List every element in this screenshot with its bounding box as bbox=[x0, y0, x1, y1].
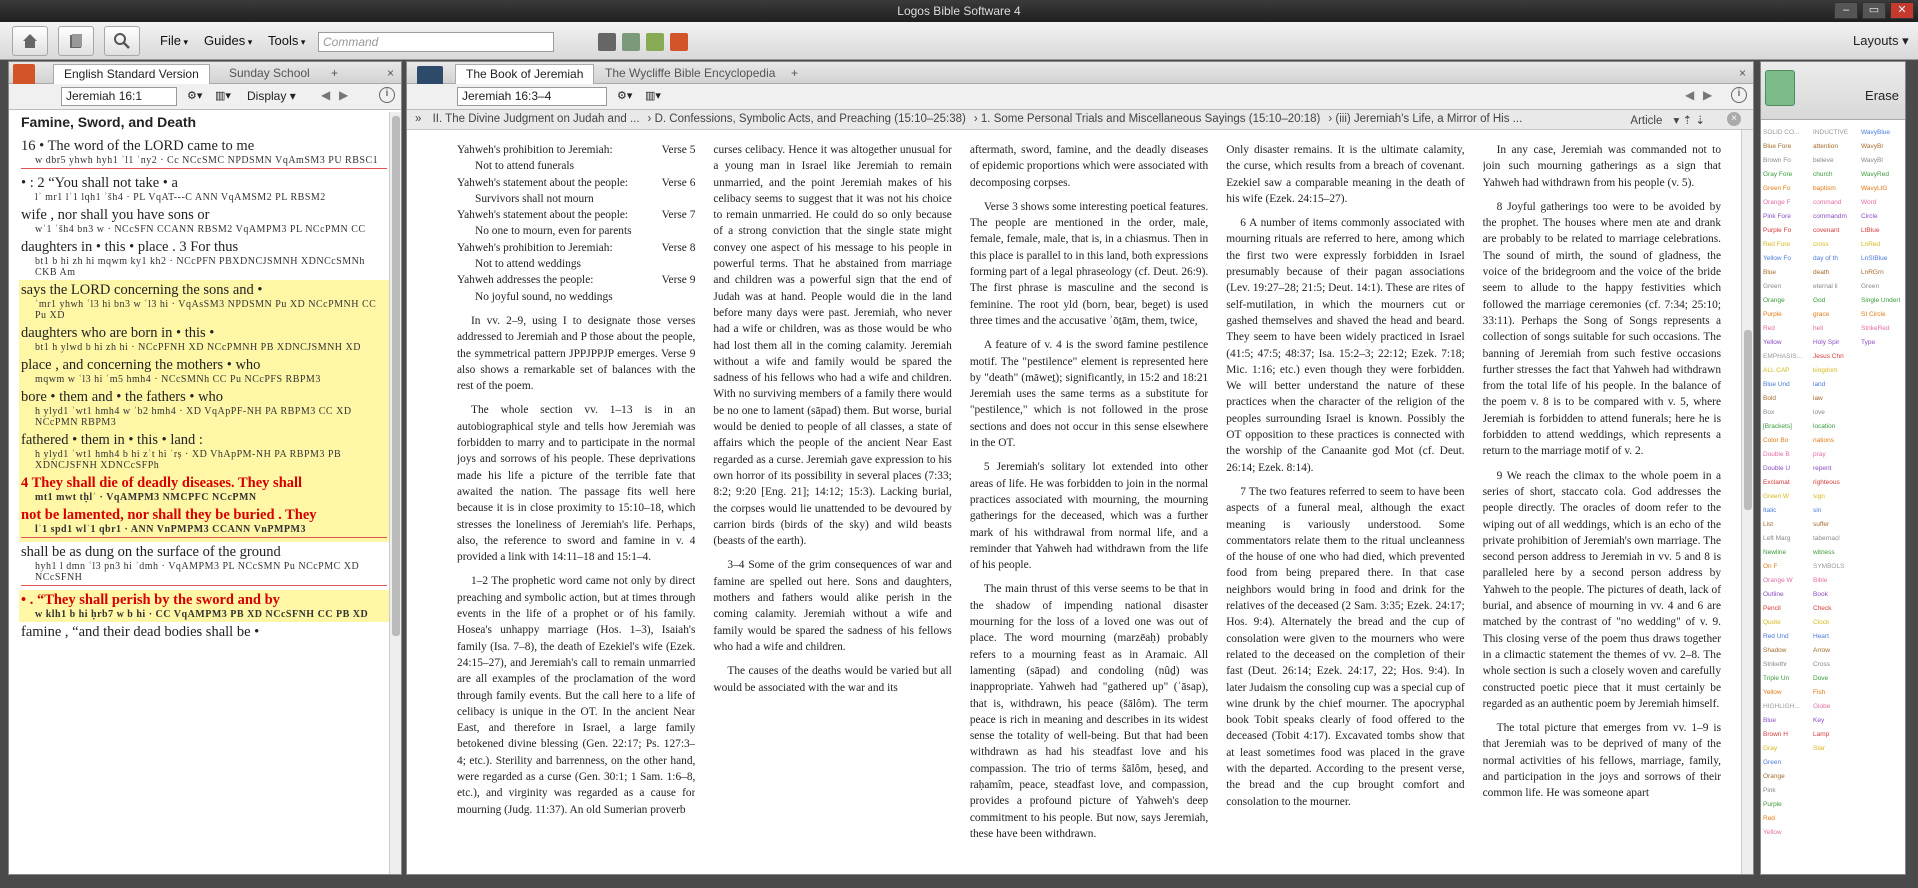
display-menu[interactable]: Display ▾ bbox=[247, 89, 296, 103]
style-swatch[interactable]: Blue bbox=[1763, 717, 1777, 724]
style-swatch[interactable]: Lamp bbox=[1813, 731, 1830, 738]
style-palette-solid bbox=[1763, 126, 1803, 840]
style-swatch[interactable]: Double B bbox=[1763, 451, 1790, 458]
style-swatch[interactable]: Type bbox=[1861, 339, 1876, 346]
morph-text: lʾ mr1 lʾ1 lqh1 ʾšh4 · PL VqAT---C ANN VqAMSM2 PL RBSM2 bbox=[35, 192, 326, 203]
morph-text: h ylyd1 ʾwt1 hmh4 w ʾb2 hmh4 · XD VqApPF-NH PA RBPM3 CC XD NCcPMN RBPM3 bbox=[35, 406, 352, 428]
style-swatch[interactable]: Green bbox=[1763, 283, 1782, 290]
paragraph: In vv. 2–9, using I to designate those verses addressed to Jeremiah and P those about the people, the symmetrical pattern JPPJPPJP emerges. Verse 9 also shows a remarkable set of balances with the rest of the poem. bbox=[457, 314, 696, 393]
text-column-2 bbox=[713, 142, 951, 866]
tab-sunday-school[interactable]: Sunday School bbox=[229, 66, 310, 80]
verse-line bbox=[19, 173, 389, 205]
outline-verse: Verse 7 bbox=[661, 209, 696, 222]
outline-label: Survivors shall not mourn bbox=[475, 192, 594, 205]
style-swatch: SOLID CO... bbox=[1763, 129, 1800, 136]
style-swatch[interactable]: Bible bbox=[1813, 577, 1828, 584]
bible-icon[interactable] bbox=[670, 33, 688, 51]
scroll-thumb[interactable] bbox=[392, 116, 400, 636]
style-swatch[interactable]: Left Marg bbox=[1763, 535, 1791, 542]
style-swatch[interactable]: Fish bbox=[1813, 689, 1826, 696]
style-swatch[interactable]: commandm bbox=[1813, 213, 1847, 220]
verse-line-highlighted bbox=[19, 355, 389, 387]
style-swatch[interactable]: LnRGrn bbox=[1861, 269, 1884, 276]
style-swatch[interactable]: pray bbox=[1813, 451, 1826, 458]
article-label: Article bbox=[1630, 115, 1663, 127]
layouts-label: Layouts bbox=[1853, 33, 1899, 48]
outline-label: Yahweh's statement about the people: bbox=[457, 209, 629, 222]
style-swatch[interactable]: attention bbox=[1813, 143, 1838, 150]
forward-icon[interactable]: ▶ bbox=[339, 88, 349, 102]
style-swatch[interactable]: righteous bbox=[1813, 479, 1840, 486]
style-swatch[interactable]: church bbox=[1813, 171, 1833, 178]
verse-text: shall be as dung on the surface of the ground bbox=[21, 544, 281, 560]
bible-scrollbar[interactable] bbox=[389, 112, 401, 874]
style-swatch[interactable]: Gray bbox=[1763, 745, 1778, 752]
info-icon[interactable]: i bbox=[1731, 87, 1747, 103]
style-swatch[interactable]: tabernacl bbox=[1813, 535, 1840, 542]
style-swatch[interactable]: Blue Fore bbox=[1763, 143, 1792, 150]
bible-navbar bbox=[9, 84, 401, 110]
style-swatch[interactable]: Bold bbox=[1763, 395, 1777, 402]
verse-text: 4 They shall die of deadly diseases. They shall bbox=[21, 475, 303, 491]
style-swatch[interactable]: Blue Und bbox=[1763, 381, 1790, 388]
verse-text: daughters who are born in • this • bbox=[21, 325, 215, 341]
outline-label: No joyful sound, no weddings bbox=[475, 290, 613, 303]
style-swatch[interactable]: Yellow bbox=[1763, 829, 1782, 836]
style-swatch[interactable]: Blue bbox=[1763, 269, 1777, 276]
style-swatch[interactable]: Double U bbox=[1763, 465, 1791, 472]
library-icon[interactable] bbox=[58, 26, 94, 56]
window-controls bbox=[1834, 2, 1914, 19]
style-swatch[interactable]: law bbox=[1813, 395, 1823, 402]
style-swatch[interactable]: Gray Fore bbox=[1763, 171, 1793, 178]
tab-esv[interactable]: English Standard Version bbox=[53, 64, 210, 84]
style-swatch[interactable]: Brown Fo bbox=[1763, 157, 1791, 164]
style-swatch[interactable]: kingdom bbox=[1813, 367, 1838, 374]
erase-button[interactable]: Erase bbox=[1865, 88, 1899, 103]
paragraph: 3–4 Some of the grim consequences of war and famine are spelled out here. Sons and daughters, mothers and fathers would alike perish in the coming calamity. Jeremiah without a wife and family would be spared the sadness of his fellows who had a wife and children. bbox=[713, 559, 952, 653]
morph-text: w klh1 b hi ḥrb7 w b hi · CC VqAMPM3 PB XD NCcSFNH CC PB XD bbox=[35, 609, 369, 620]
paragraph: 7 The two features referred to seem to have been aspects of a funeral meal, although the exact meaning is variously understood. Some commentators relate them to the ritual uncleanness of the house of one who had died, which prevented food from being prepared there. In that case neighbors would bring in food and drink for the relatives of the deceased (2 Sam. 3:35; Ezek. 24:17; Hos. 9:4). Alternately the bread and the cup of consolation were given to the mourners who were related to the deceased on the completion of their fast (Deut. 26:14; Ezek. 24:17, 22; Hos. 9:4). In later Judaism the consoling cup was a special cup of wine drunk by the chief mourner. The apocryphal book Tobit speaks clearly of food offered to the deceased (Tobit 4:17). Excavated tombs show that at least sometimes food was placed in the grave with the departed. According to the present verse, the bread and the cup brought comfort and consolation to the mourner. bbox=[1226, 485, 1465, 808]
add-tab-icon[interactable]: + bbox=[791, 66, 799, 80]
commentary-text bbox=[457, 142, 1721, 866]
text-column-4 bbox=[1226, 142, 1464, 866]
layouts-menu[interactable]: Layouts ▾ bbox=[1853, 33, 1909, 48]
style-swatch[interactable]: Dove bbox=[1813, 675, 1829, 682]
paragraph: 8 Joyful gatherings too were to be avoided by the prophet. The houses where men ate and drank are probably to be related to marriage celebrations. The sound of mirth, the sound of gladness, the voice of the bridegroom and the voice of the bride seem to allude to the happy festivities which followed the marriage ceremonies (cf. 7:34; 25:10; 33:11). Perhaps the Song of Songs represents a collection of songs suitable for such occasions. The banning of Jeremiah from such festive occasions further stresses the fact that Yahweh had withdrawn from the total life of his people. In the balance of the poem v. 8 is to be compared with v. 5, where Jeremiah is forbidden to attend funerals; here he is forbidden to attend weddings, which represents a return to the marriage motif of v. 2. bbox=[1482, 200, 1721, 458]
parallel-icon[interactable]: ▥▾ bbox=[215, 90, 231, 102]
style-swatch[interactable]: Holy Spir bbox=[1813, 339, 1840, 346]
paragraph: The total picture that emerges from vv. 1–9 is that Jeremiah was to be deprived of many of the normal activities of his fellows, marriage, family, and participation in the joys and sorrows of their common life. He was someone apart bbox=[1482, 722, 1721, 800]
style-swatch[interactable]: Green Fo bbox=[1763, 185, 1791, 192]
style-swatch[interactable]: ALL CAP bbox=[1763, 367, 1790, 374]
morph-text: w dbr5 yhwh hyh1 ʾl1 ʾny2 · Cc NCcSMC NPDSMN VqAmSM3 PU RBSC1 bbox=[35, 155, 379, 166]
text-column-1 bbox=[457, 142, 695, 866]
style-swatch[interactable]: Outline bbox=[1763, 591, 1784, 598]
verse-text: bore • them and • the fathers • who bbox=[21, 389, 224, 405]
menu-tools[interactable]: Tools ▾ bbox=[268, 33, 305, 48]
terminal-icon[interactable] bbox=[598, 33, 616, 51]
style-swatch[interactable]: Purple bbox=[1763, 311, 1782, 318]
style-swatch[interactable]: day of th bbox=[1813, 255, 1838, 262]
interlinear-text bbox=[19, 112, 389, 888]
info-icon[interactable]: i bbox=[379, 87, 395, 103]
highlighting-header bbox=[1761, 62, 1905, 120]
leaf-icon[interactable] bbox=[646, 33, 664, 51]
back-icon[interactable]: ◀ bbox=[1685, 88, 1695, 102]
style-swatch[interactable]: believe bbox=[1813, 157, 1834, 164]
verse-text: place , and concerning the mothers • who bbox=[21, 357, 261, 373]
style-swatch[interactable]: command bbox=[1813, 199, 1842, 206]
style-swatch[interactable]: Book bbox=[1813, 591, 1828, 598]
style-swatch[interactable]: Purple Fo bbox=[1763, 227, 1792, 234]
style-swatch[interactable]: Shadow bbox=[1763, 647, 1787, 654]
verse-text: says the LORD concerning the sons and • bbox=[21, 282, 263, 298]
style-swatch[interactable]: Green bbox=[1861, 283, 1880, 290]
outline-label: Yahweh's statement about the people: bbox=[457, 176, 629, 189]
bible-tabbar bbox=[9, 62, 401, 84]
paragraph: 1–2 The prophetic word came not only by direct preaching and symbolic action, but at times through events in the life of a prophet or of his family. Hosea's unhappy marriage (Hos. 1–3), Isaiah's family (Isa. 7–8), the death of Ezekiel's wife (Ezek. 24:15–27), and Jeremiah's call to remain unmarried are all examples of the proclamation of the word through family events. But the call here to a life of celibacy is unique in the OT. In the ancient Near East, and therefore in Israel, a large family betokened divine blessing (Gen. 22:17; Ps. 127:3–4; etc.). Sterility and barrenness, on the other hand, were regarded as a curse (Gen. 30:1; 1 Sam. 1:6–8, etc.), and virginity was regarded as a cause for mourning (Judg. 11:37). An old Sumerian proverb bbox=[457, 575, 696, 816]
style-swatch[interactable]: Yellow bbox=[1763, 339, 1782, 346]
section-heading: Famine, Sword, and Death bbox=[21, 114, 197, 130]
paragraph: aftermath, sword, famine, and the deadly diseases of epidemic proportions which were associated with decomposing corpses. bbox=[969, 144, 1209, 189]
highlighting-panel bbox=[1760, 61, 1906, 875]
morph-text: wʾ1 ʾšh4 bn3 w · NCcSFN CCANN RBSM2 VqAMPM3 PL NCcPMN CC bbox=[35, 224, 366, 235]
close-tab-icon[interactable]: × bbox=[1739, 66, 1747, 80]
verse-line-highlighted bbox=[19, 430, 389, 473]
style-swatch[interactable]: location bbox=[1813, 423, 1836, 430]
text-column-5 bbox=[1483, 142, 1721, 866]
morph-text: h ylyd1 ʾwt1 hmh4 b hi zʾt hi ʾrṣ · XD VhApPM-NH PA RBPM3 PB XDNCJSFNH XDNCcSFPh bbox=[35, 449, 342, 471]
breadcrumb-item[interactable]: II. The Divine Judgment on Judah and ... bbox=[432, 113, 640, 125]
paragraph: 9 We reach the climax to the whole poem in a series of short, staccato cola. God addresses the people directly. The oracles of doom refer to the wiping out of all weddings, which is an echo of the private prohibition of Jeremiah's own marriage. The second person address to Jeremiah in vv. 5 and 8 is paralleled here by a second person address by Yahweh to the people. The pictures of death, lack of burial, and absence of mourning in vv. 4 and 6 are matched by the contrast of "no wedding" of v. 9. This closing verse of the poem thus draws together in a climactic statement the themes of vv. 2–8. The whole section is such a closely woven and carefully constructed poetic piece that it must certainly be regarded as an authentic poem by Jeremiah himself. bbox=[1482, 469, 1721, 710]
style-swatch[interactable]: Circle bbox=[1861, 213, 1878, 220]
style-swatch[interactable]: love bbox=[1813, 409, 1825, 416]
link-set-icon[interactable]: ⚙▾ bbox=[617, 90, 633, 102]
style-palette-inductive bbox=[1813, 126, 1853, 756]
tab-book-of-jeremiah[interactable]: The Book of Jeremiah bbox=[455, 64, 594, 84]
minimize-button[interactable]: – bbox=[1834, 2, 1858, 19]
style-swatch[interactable]: eternal li bbox=[1813, 283, 1838, 290]
style-swatch[interactable]: Exclamat bbox=[1763, 479, 1790, 486]
style-swatch[interactable]: Brown H bbox=[1763, 731, 1788, 738]
maximize-button[interactable]: ▭ bbox=[1862, 2, 1886, 19]
verse-line bbox=[19, 136, 389, 173]
verse-line bbox=[19, 205, 389, 237]
paragraph: Verse 3 shows some interesting poetical features. The people are mentioned in the order, male, female, female, male, that is, in a chiasmus. Then in this place is parallel to in this land, both expressions forming part of a legal phraseology (cf. Deut. 26:9). The first phrase is masculine and the second is feminine. The root yld (born, bear, beget) is used three times and the accusative ʾōṯām, them, twice, bbox=[969, 200, 1209, 327]
verse-text: fathered • them in • this • land : bbox=[21, 432, 203, 448]
verse-text: • . “They shall perish by the sword and by bbox=[21, 592, 280, 608]
style-swatch[interactable]: SI Circle bbox=[1861, 311, 1886, 318]
verse-line-red bbox=[19, 590, 389, 622]
verse-line bbox=[19, 622, 389, 643]
style-swatch[interactable]: land bbox=[1813, 381, 1826, 388]
style-swatch[interactable]: Strikethr bbox=[1763, 661, 1788, 668]
commentary-panel bbox=[406, 61, 1754, 875]
style-swatch: INDUCTIVE bbox=[1813, 129, 1849, 136]
paragraph: The whole section vv. 1–13 is in an autobiographical style and tells how Jeremiah was forbidden to marry and to participate in the normal joys and sorrows of his people. These deprivations made his life a picture of the terrible fate that awaited the nation. The passage fits well here because it is in close proximity to 15:10–18, which stresses the loneliness of Jeremiah's life. Perhaps, also, the reference to sword and famine in v. 4 provided a link with 14:11–18 and 15:1–4. bbox=[457, 404, 696, 564]
style-swatch[interactable]: death bbox=[1813, 269, 1830, 276]
style-swatch[interactable]: Clock bbox=[1813, 619, 1830, 626]
breadcrumb: » II. The Divine Judgment on Judah and ... › D. Confessions, Symbolic Acts, and Preaching (15:10–25:38) › 1. Some Personal Trials and Miscellaneous Sayings (15:10–20:18) › (iii) Jeremiah's Life, a Mirror of His ... Article ▾ ⇡ ⇣ × bbox=[407, 110, 1753, 130]
style-swatch: HIGHLIGH... bbox=[1763, 703, 1800, 710]
style-swatch[interactable]: Green W bbox=[1763, 493, 1790, 500]
title-bar bbox=[0, 0, 1918, 22]
breadcrumb-item[interactable]: 1. Some Personal Trials and Miscellaneous Sayings (15:10–20:18) bbox=[980, 113, 1321, 125]
breadcrumb-item[interactable]: (iii) Jeremiah's Life, a Mirror of His ... bbox=[1335, 113, 1523, 125]
verse-text: famine , “and their dead bodies shall be • bbox=[21, 624, 260, 640]
search-icon[interactable] bbox=[104, 26, 140, 56]
main-toolbar bbox=[0, 22, 1918, 60]
style-swatch[interactable]: StrikeRed bbox=[1861, 325, 1890, 332]
paragraph: The main thrust of this verse seems to be that in the shadow of impending national disaster mourning for the loss of a loved one was out of place. The word mourning (marzēaḥ) probably refers to a mourning feast as in Aramaic. All lamenting (sāpad) and condoling (nûḏ) was inappropriate. Yahweh had "gathered up" (ʾāsap), that is, withdrawn, his peace (šālôm). The term peace is rich in meaning and describes in its widest sense the totality of well-being. But that had been withdrawn as had his steadfast love and his compassion. The trio of terms šālôm, ḥeseḏ, and raḥamîm, peace, steadfast love, and compassion, provides a profound picture of Yahweh's deep commitment to his people. But now, says Jeremiah, these have been withdrawn. bbox=[969, 583, 1209, 840]
style-swatch[interactable]: grace bbox=[1813, 311, 1830, 318]
home-icon[interactable] bbox=[12, 26, 48, 56]
style-swatch[interactable]: Quote bbox=[1763, 619, 1781, 626]
close-button[interactable]: ✕ bbox=[1890, 2, 1914, 19]
style-swatch[interactable]: [Brackets] bbox=[1763, 423, 1792, 430]
style-swatch[interactable]: Cross bbox=[1813, 661, 1830, 668]
style-swatch[interactable]: covenant bbox=[1813, 227, 1840, 234]
window-title: Logos Bible Software 4 bbox=[897, 4, 1021, 18]
outline-label: Not to attend weddings bbox=[475, 258, 581, 271]
style-swatch[interactable]: LtBlue bbox=[1861, 227, 1880, 234]
verse-line-red bbox=[19, 505, 389, 542]
add-tab-icon[interactable]: + bbox=[331, 66, 339, 80]
style-swatch[interactable]: Key bbox=[1813, 717, 1825, 724]
style-swatch[interactable]: WavyBr bbox=[1861, 143, 1884, 150]
style-swatch[interactable]: sign bbox=[1813, 493, 1825, 500]
tab-wycliffe[interactable]: The Wycliffe Bible Encyclopedia bbox=[605, 66, 776, 80]
style-swatch[interactable]: WavyRed bbox=[1861, 171, 1889, 178]
commentary-reference-input[interactable]: Jeremiah 16:3–4 bbox=[457, 87, 607, 106]
commentary-tabbar bbox=[407, 62, 1753, 84]
morph-text: lʾ1 spd1 wlʾ1 qbr1 · ANN VnPMPM3 CCANN VnPMPM3 bbox=[35, 524, 306, 535]
style-swatch[interactable]: Heart bbox=[1813, 633, 1829, 640]
style-swatch[interactable]: Italic bbox=[1763, 507, 1777, 514]
outline-verse: Verse 8 bbox=[661, 241, 696, 254]
style-swatch[interactable]: repent bbox=[1813, 465, 1832, 472]
verse-line bbox=[19, 542, 389, 590]
outline-verse: Verse 6 bbox=[661, 176, 696, 189]
verse-line-highlighted bbox=[19, 323, 389, 355]
display-label: Display bbox=[247, 89, 287, 103]
scroll-thumb[interactable] bbox=[1744, 330, 1752, 510]
style-swatch[interactable]: Pencil bbox=[1763, 605, 1781, 612]
article-menu[interactable]: Article ▾ ⇡ ⇣ bbox=[1624, 113, 1705, 127]
morph-text: hyh1 l dmn ʿl3 pn3 hi ʾdmh · VqAMPM3 PL NCcSMN Pu NCcPMC XD NCcSFNH bbox=[35, 561, 360, 583]
style-swatch[interactable]: Arrow bbox=[1813, 647, 1830, 654]
outline-label: Yahweh addresses the people: bbox=[457, 274, 594, 287]
style-swatch[interactable]: sin bbox=[1813, 507, 1822, 514]
style-swatch[interactable]: WavyBl bbox=[1861, 157, 1883, 164]
style-swatch: EMPHASIS... bbox=[1763, 353, 1803, 360]
style-swatch[interactable]: Pink Fore bbox=[1763, 213, 1791, 220]
style-swatch[interactable]: On F bbox=[1763, 563, 1778, 570]
paragraph: A feature of v. 4 is the sword famine pestilence motif. The "pestilence" element is represented here by "death" (māweṯ); significantly, in 15:2 and 18:21 Jeremiah uses the same terms as a substitute for "pestilence," which is not followed in the prose sections and does not occur in this sense elsewhere in the OT. bbox=[969, 339, 1209, 450]
style-swatch[interactable]: Purple bbox=[1763, 801, 1782, 808]
style-swatch[interactable]: Orange bbox=[1763, 773, 1785, 780]
style-swatch[interactable]: Red Und bbox=[1763, 633, 1789, 640]
style-swatch[interactable]: Red bbox=[1763, 325, 1775, 332]
style-swatch[interactable]: Check bbox=[1813, 605, 1832, 612]
style-swatch[interactable]: Red Fore bbox=[1763, 241, 1791, 248]
style-swatch[interactable]: List bbox=[1763, 521, 1774, 528]
command-input[interactable]: Command bbox=[318, 32, 554, 52]
verse-line-red bbox=[19, 473, 389, 505]
paragraph: 6 A number of items commonly associated with mourning rituals are referred to here, among which the first two were expressly forbidden in Israel presumably because of their pagan associations (Lev. 19:27–28; 21:5; Deut. 14:1). These are rites of self-mutilation, in which the mourners cut or gashed themselves and shaved the head and beard. They seem to have been widely practiced in Israel (41:5; 47:5; 48:37; Isa. 15:2–3; 22:12; Ezek. 7:18; Mic. 1:16; etc.) even though they were forbidden. We will better understand the nature of these practices when the character of the religion of the peoples surrounding Israel is known. Possibly the OT opposition to these practices is connected with the worship of the Canaanite god Mot (cf. Deut. 26:14; Ezek. 8:14). bbox=[1226, 217, 1465, 474]
notes-icon[interactable] bbox=[622, 33, 640, 51]
style-swatch[interactable]: cross bbox=[1813, 241, 1829, 248]
verse-line-highlighted bbox=[19, 280, 389, 323]
outline-verse: Verse 9 bbox=[661, 274, 696, 287]
style-swatch[interactable]: Orange F bbox=[1763, 199, 1791, 206]
verse-text: not be lamented, nor shall they be buried . They bbox=[21, 507, 317, 523]
paragraph: Only disaster remains. It is the ultimate calamity, the curse, which results from a breach of covenant. Ezekiel saw a comparable meaning in the death of his wife (Ezek. 24:15–27). bbox=[1226, 144, 1465, 205]
style-swatch[interactable]: Triple Un bbox=[1763, 675, 1790, 682]
style-swatch[interactable]: Word bbox=[1861, 199, 1877, 206]
outline-verse: Verse 5 bbox=[661, 144, 696, 156]
style-swatch[interactable]: Star bbox=[1813, 745, 1825, 752]
style-swatch[interactable]: Globe bbox=[1813, 703, 1831, 710]
verse-outline bbox=[457, 142, 695, 305]
parallel-icon[interactable]: ▥▾ bbox=[645, 90, 661, 102]
text-column-3 bbox=[970, 142, 1208, 866]
paragraph: 5 Jeremiah's solitary lot extended into other areas of life. He was forbidden to join in the normal practices associated with mourning, the mourning gatherings for the deceased, which was a further mark of his withdrawal from normal life, and a reminder that Yahweh had withdrawn from the life of his people. bbox=[969, 461, 1209, 572]
bible-reference-input[interactable]: Jeremiah 16:1 bbox=[61, 87, 177, 106]
style-swatch[interactable]: witness bbox=[1813, 549, 1835, 556]
bible-panel bbox=[8, 61, 402, 875]
style-swatch[interactable]: baptism bbox=[1813, 185, 1836, 192]
verse-text: daughters in • this • place . 3 For thus bbox=[21, 239, 239, 255]
style-swatch[interactable]: WavyLtG bbox=[1861, 185, 1888, 192]
forward-icon[interactable]: ▶ bbox=[1703, 88, 1713, 102]
paragraph: The causes of the deaths would be varied but all would be associated with the war and its bbox=[713, 665, 952, 694]
morph-text: mqwm w ʿl3 hi ʾm5 hmh4 · NCcSMNh CC Pu NCcPFS RBPM3 bbox=[35, 374, 321, 385]
verse-text: • : 2 “You shall not take • a bbox=[21, 175, 178, 191]
morph-text: ʾmr1 yhwh ʿl3 hi bn3 w ʿl3 hi · VqAsSM3 NPDSMN Pu XD NCcPMNH CC Pu XD bbox=[35, 299, 377, 321]
paragraph: curses celibacy. Hence it was altogether unusual for a young man in Israel like Jeremiah to remain unmarried, and the point Jeremiah makes of his celibacy seems to suggest that it was not his choice to remain unmarried. He could do so only because of a strong conviction that the single state might convey one aspect of his message to his people in powerful terms. That he abstained from marriage and children was a powerful sign that the end of Judah was at hand. People would die in the land before many days were past. Jeremiah, who never had a wife or children, was as those would be who had lost them all in the coming calamity. Jeremiah without a wife and family would be spared the sadness of his fellows who had a wife and children. With no surviving members of a family there would be no one to lament (sāpad) them. But worse, burial would be denied to people of all classes, a state of affairs which the people of the ancient Near East regarded as a curse. Jeremiah gave expression to his own horror of its possibility in several places (7:33; 8:2; 9:20 [Eng. 21]; 14:12; 15:3). Lacking burial, the corpses would lie unattended to be devoured by carrion birds (birds of the sky) and wild beasts (beasts of the earth). bbox=[713, 144, 952, 548]
breadcrumb-item[interactable]: D. Confessions, Symbolic Acts, and Preaching (15:10–25:38) bbox=[654, 113, 966, 125]
style-swatch[interactable]: Orange bbox=[1763, 297, 1785, 304]
style-swatch[interactable]: Yellow Fo bbox=[1763, 255, 1791, 262]
morph-text: bt1 b hi zh hi mqwm ky1 kh2 · NCcPFN PBXDNCJSMNH XDNCcSMNh CKB Am bbox=[35, 256, 365, 278]
style-swatch[interactable]: nations bbox=[1813, 437, 1834, 444]
style-swatch[interactable]: Color Bo bbox=[1763, 437, 1789, 444]
highlighter-icon[interactable] bbox=[1765, 70, 1795, 106]
style-swatch[interactable]: Green bbox=[1763, 759, 1782, 766]
morph-text: mt1 mwt tḥlʾ · VqAMPM3 NMCPFC NCcPMN bbox=[35, 492, 257, 503]
style-swatch[interactable]: hell bbox=[1813, 325, 1824, 332]
back-icon[interactable]: ◀ bbox=[321, 88, 331, 102]
outline-label: Yahweh's prohibition to Jeremiah: bbox=[457, 241, 613, 254]
outline-label: Not to attend funerals bbox=[475, 160, 575, 173]
style-swatch[interactable]: suffer bbox=[1813, 521, 1830, 528]
style-swatch[interactable]: LnSIBlue bbox=[1861, 255, 1888, 262]
style-palette-other bbox=[1861, 126, 1901, 350]
style-swatch[interactable]: Single Underl bbox=[1861, 297, 1901, 304]
commentary-navbar bbox=[407, 84, 1753, 110]
style-swatch[interactable]: WavyBlue bbox=[1861, 129, 1891, 136]
paragraph: In any case, Jeremiah was commanded not to join such mourning gatherings as a sign that Yahweh had withdrawn from his people (v. 5). bbox=[1482, 144, 1721, 189]
verse-line bbox=[19, 237, 389, 280]
verse-line-highlighted bbox=[19, 387, 389, 430]
outline-label: Yahweh's prohibition to Jeremiah: bbox=[457, 144, 613, 156]
style-swatch: SYMBOLS bbox=[1813, 563, 1845, 570]
style-swatch[interactable]: Newline bbox=[1763, 549, 1787, 556]
style-swatch[interactable]: Yellow bbox=[1763, 689, 1782, 696]
verse-text: 16 • The word of the LORD came to me bbox=[21, 138, 255, 154]
menu-guides[interactable]: Guides ▾ bbox=[204, 33, 252, 48]
style-swatch[interactable]: God bbox=[1813, 297, 1826, 304]
style-swatch[interactable]: Jesus Chri bbox=[1813, 353, 1844, 360]
style-swatch[interactable]: Red bbox=[1763, 815, 1775, 822]
close-tab-icon[interactable]: × bbox=[387, 66, 395, 80]
style-swatch[interactable]: Orange W bbox=[1763, 577, 1793, 584]
style-swatch[interactable]: LnRed bbox=[1861, 241, 1881, 248]
style-swatch[interactable]: Pink bbox=[1763, 787, 1776, 794]
breadcrumb-expand[interactable]: » bbox=[415, 113, 422, 125]
close-breadcrumb-icon[interactable]: × bbox=[1727, 112, 1741, 126]
outline-label: No one to mourn, even for parents bbox=[475, 225, 632, 238]
menu-file[interactable]: File ▾ bbox=[160, 33, 188, 48]
verse-text: wife , nor shall you have sons or bbox=[21, 207, 210, 223]
morph-text: bt1 h ylwd b hi zh hi · NCcPFNH XD NCcPMNH PB XDNCJSMNH XD bbox=[35, 342, 361, 353]
commentary-scrollbar[interactable] bbox=[1741, 130, 1753, 874]
link-set-icon[interactable]: ⚙▾ bbox=[187, 90, 203, 102]
style-swatch[interactable]: Box bbox=[1763, 409, 1775, 416]
